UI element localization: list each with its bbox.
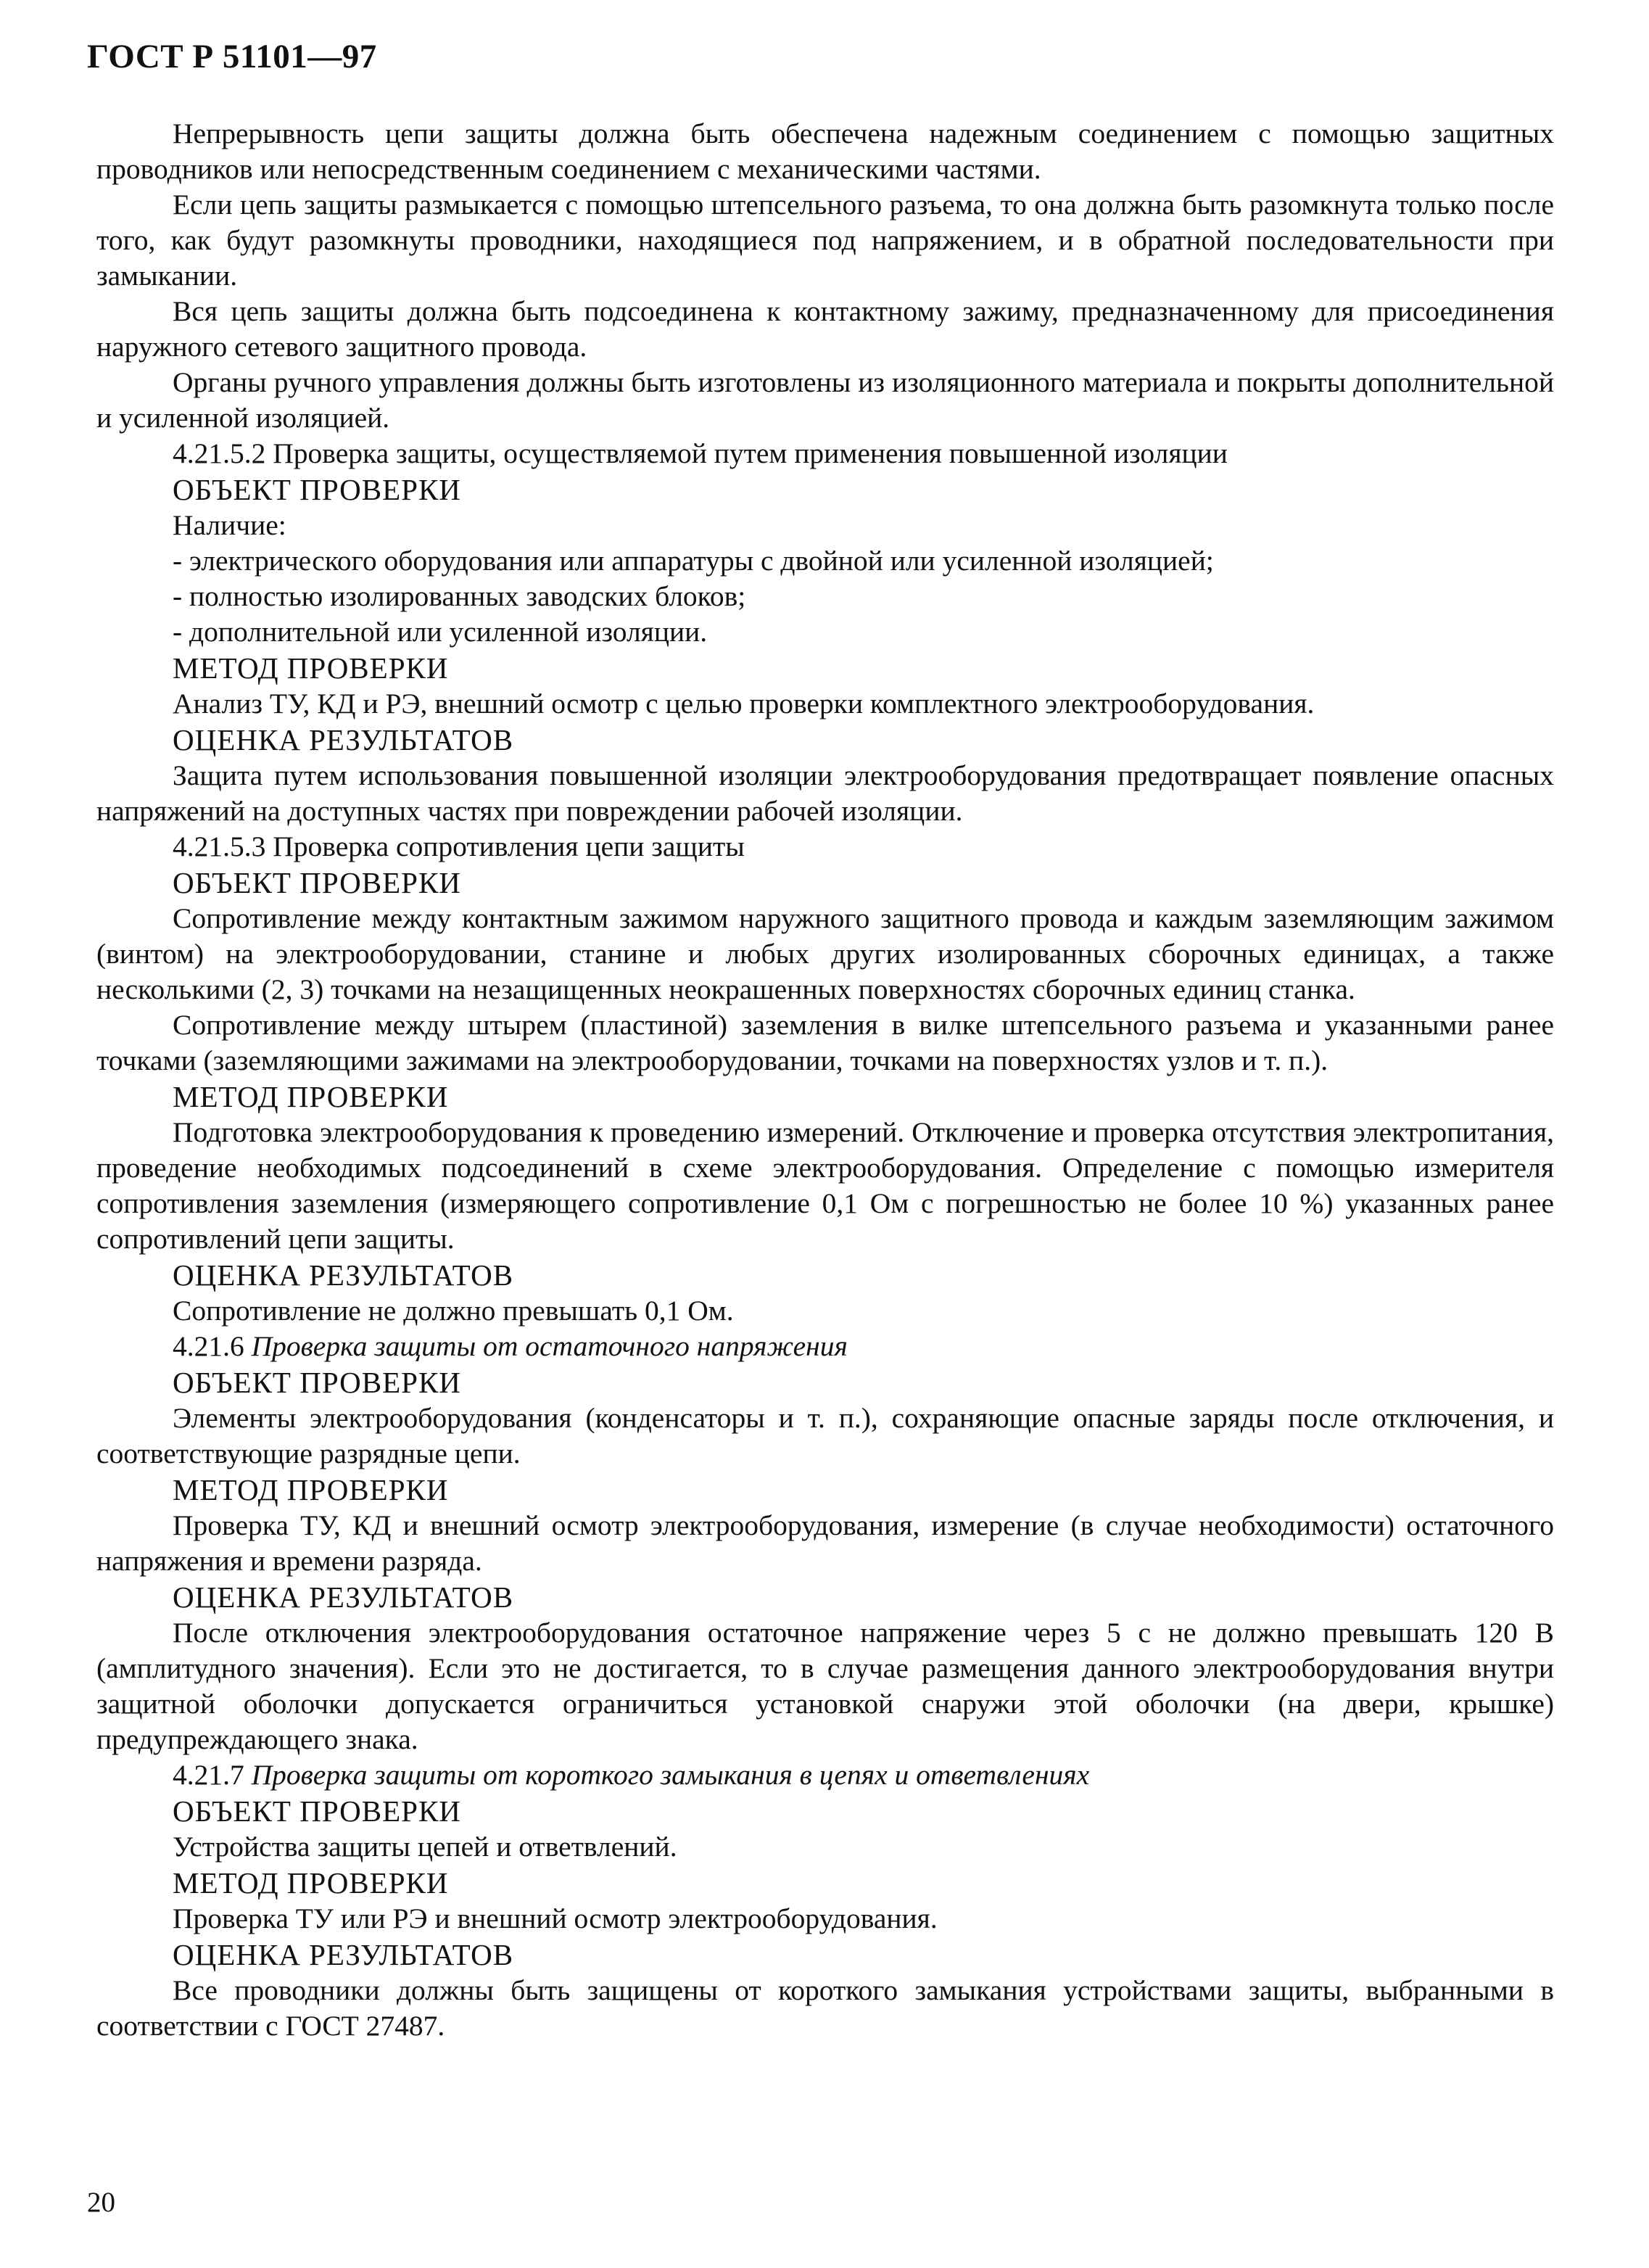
text-line: - электрического оборудования или аппаратуры с двойной или усиленной изоляцией; [173,545,1214,577]
text-line: Анализ ТУ, КД и РЭ, внешний осмотр с целью проверки комплектного электрооборудования. [173,688,1315,719]
paragraph: Защита путем использования повышенной изоляции электрооборудования предотвращает появление опасных напряжений на доступных частях при повреждении рабочей изоляции. [96,759,1554,827]
check-label: ОБЪЕКТ ПРОВЕРКИ [173,473,461,506]
standard-header: ГОСТ Р 51101—97 [87,38,377,75]
section-heading [96,1757,1554,1793]
paragraph: Если цепь защиты размыкается с помощью штепсельного разъема, то она должна быть разомкнута только после того, как будут разомкнуты проводники, находящиеся под напряжением, и в обратной последовательности при замыкании. [96,189,1554,292]
paragraph: Элементы электрооборудования (конденсаторы и т. п.), сохраняющие опасные заряды после отключения, и соответствующие разрядные цепи. [96,1402,1554,1469]
paragraph: Сопротивление между контактным зажимом наружного защитного провода и каждым заземляющим зажимом (винтом) на электрооборудовании, станине и любых других изолированных сборочных единицах, а также несколькими (2, 3) точками на незащищенных неокрашенных поверхностях сборочных единиц станка. [96,902,1554,1005]
check-label: ОЦЕНКА РЕЗУЛЬТАТОВ [173,1580,514,1614]
text-line: Сопротивление не должно превышать 0,1 Ом. [173,1295,734,1327]
section-number: 4.21.6 [173,1330,244,1362]
check-label: МЕТОД ПРОВЕРКИ [173,1080,449,1113]
section-heading [96,436,1554,471]
section-heading [96,1329,1554,1364]
document-body [96,116,1554,2044]
section-number: 4.21.5.3 [173,830,266,862]
paragraph: Непрерывность цепи защиты должна быть обеспечена надежным соединением с помощью защитных проводников или непосредственным соединением с механическими частями. [96,117,1554,185]
paragraph: Органы ручного управления должны быть изготовлены из изоляционного материала и покрыты дополнительной и усиленной изоляцией. [96,366,1554,434]
check-label: ОЦЕНКА РЕЗУЛЬТАТОВ [173,1258,514,1292]
paragraph: После отключения электрооборудования остаточное напряжение через 5 с не должно превышать 120 В (амплитудного значения). Если это не достигается, то в случае размещения данного электрооборудования внутри защитной оболочки допускается ограничиться установкой снаружи этой оболочки (на двери, крышке) предупреждающего знака. [96,1617,1554,1755]
section-title: Проверка защиты от короткого замыкания в цепях и ответвлениях [251,1759,1090,1791]
check-label: ОБЪЕКТ ПРОВЕРКИ [173,1366,461,1399]
text-line: - полностью изолированных заводских блоков; [173,580,746,612]
paragraph: Проверка ТУ, КД и внешний осмотр электрооборудования, измерение (в случае необходимости) остаточного напряжения и времени разряда. [96,1509,1554,1577]
section-number: 4.21.5.2 [173,437,266,469]
text-line: Устройства защиты цепей и ответвлений. [173,1831,677,1863]
check-label: МЕТОД ПРОВЕРКИ [173,1866,449,1900]
check-label: МЕТОД ПРОВЕРКИ [173,651,449,685]
paragraph: Вся цепь защиты должна быть подсоединена к контактному зажиму, предназначенному для присоединения наружного сетевого защитного провода. [96,295,1554,363]
section-title: Проверка защиты, осуществляемой путем применения повышенной изоляции [273,437,1228,469]
text-line: - дополнительной или усиленной изоляции. [173,616,708,648]
paragraph: Подготовка электрооборудования к проведению измерений. Отключение и проверка отсутствия электропитания, проведение необходимых подсоединений в схеме электрооборудования. Определение с помощью измерителя сопротивления заземления (измеряющего сопротивление 0,1 Ом с погрешностью не более 10 %) указанных ранее сопротивлений цепи защиты. [96,1116,1554,1255]
check-label: МЕТОД ПРОВЕРКИ [173,1473,449,1506]
page-number: 20 [87,2187,115,2218]
check-label: ОЦЕНКА РЕЗУЛЬТАТОВ [173,1938,514,1971]
paragraph: Сопротивление между штырем (пластиной) заземления в вилке штепсельного разъема и указанными ранее точками (заземляющими зажимами на электрооборудовании, точками на поверхностях узлов и т. п.). [96,1009,1554,1076]
section-number: 4.21.7 [173,1759,244,1791]
section-title: Проверка сопротивления цепи защиты [273,830,745,862]
check-label: ОБЪЕКТ ПРОВЕРКИ [173,1794,461,1828]
section-heading [96,829,1554,865]
text-line: Наличие: [173,509,286,541]
section-title: Проверка защиты от остаточного напряжения [251,1330,848,1362]
check-label: ОБЪЕКТ ПРОВЕРКИ [173,866,461,899]
text-line: Проверка ТУ или РЭ и внешний осмотр электрооборудования. [173,1902,938,1934]
paragraph: Все проводники должны быть защищены от короткого замыкания устройствами защиты, выбранными в соответствии с ГОСТ 27487. [96,1974,1554,2042]
check-label: ОЦЕНКА РЕЗУЛЬТАТОВ [173,723,514,756]
